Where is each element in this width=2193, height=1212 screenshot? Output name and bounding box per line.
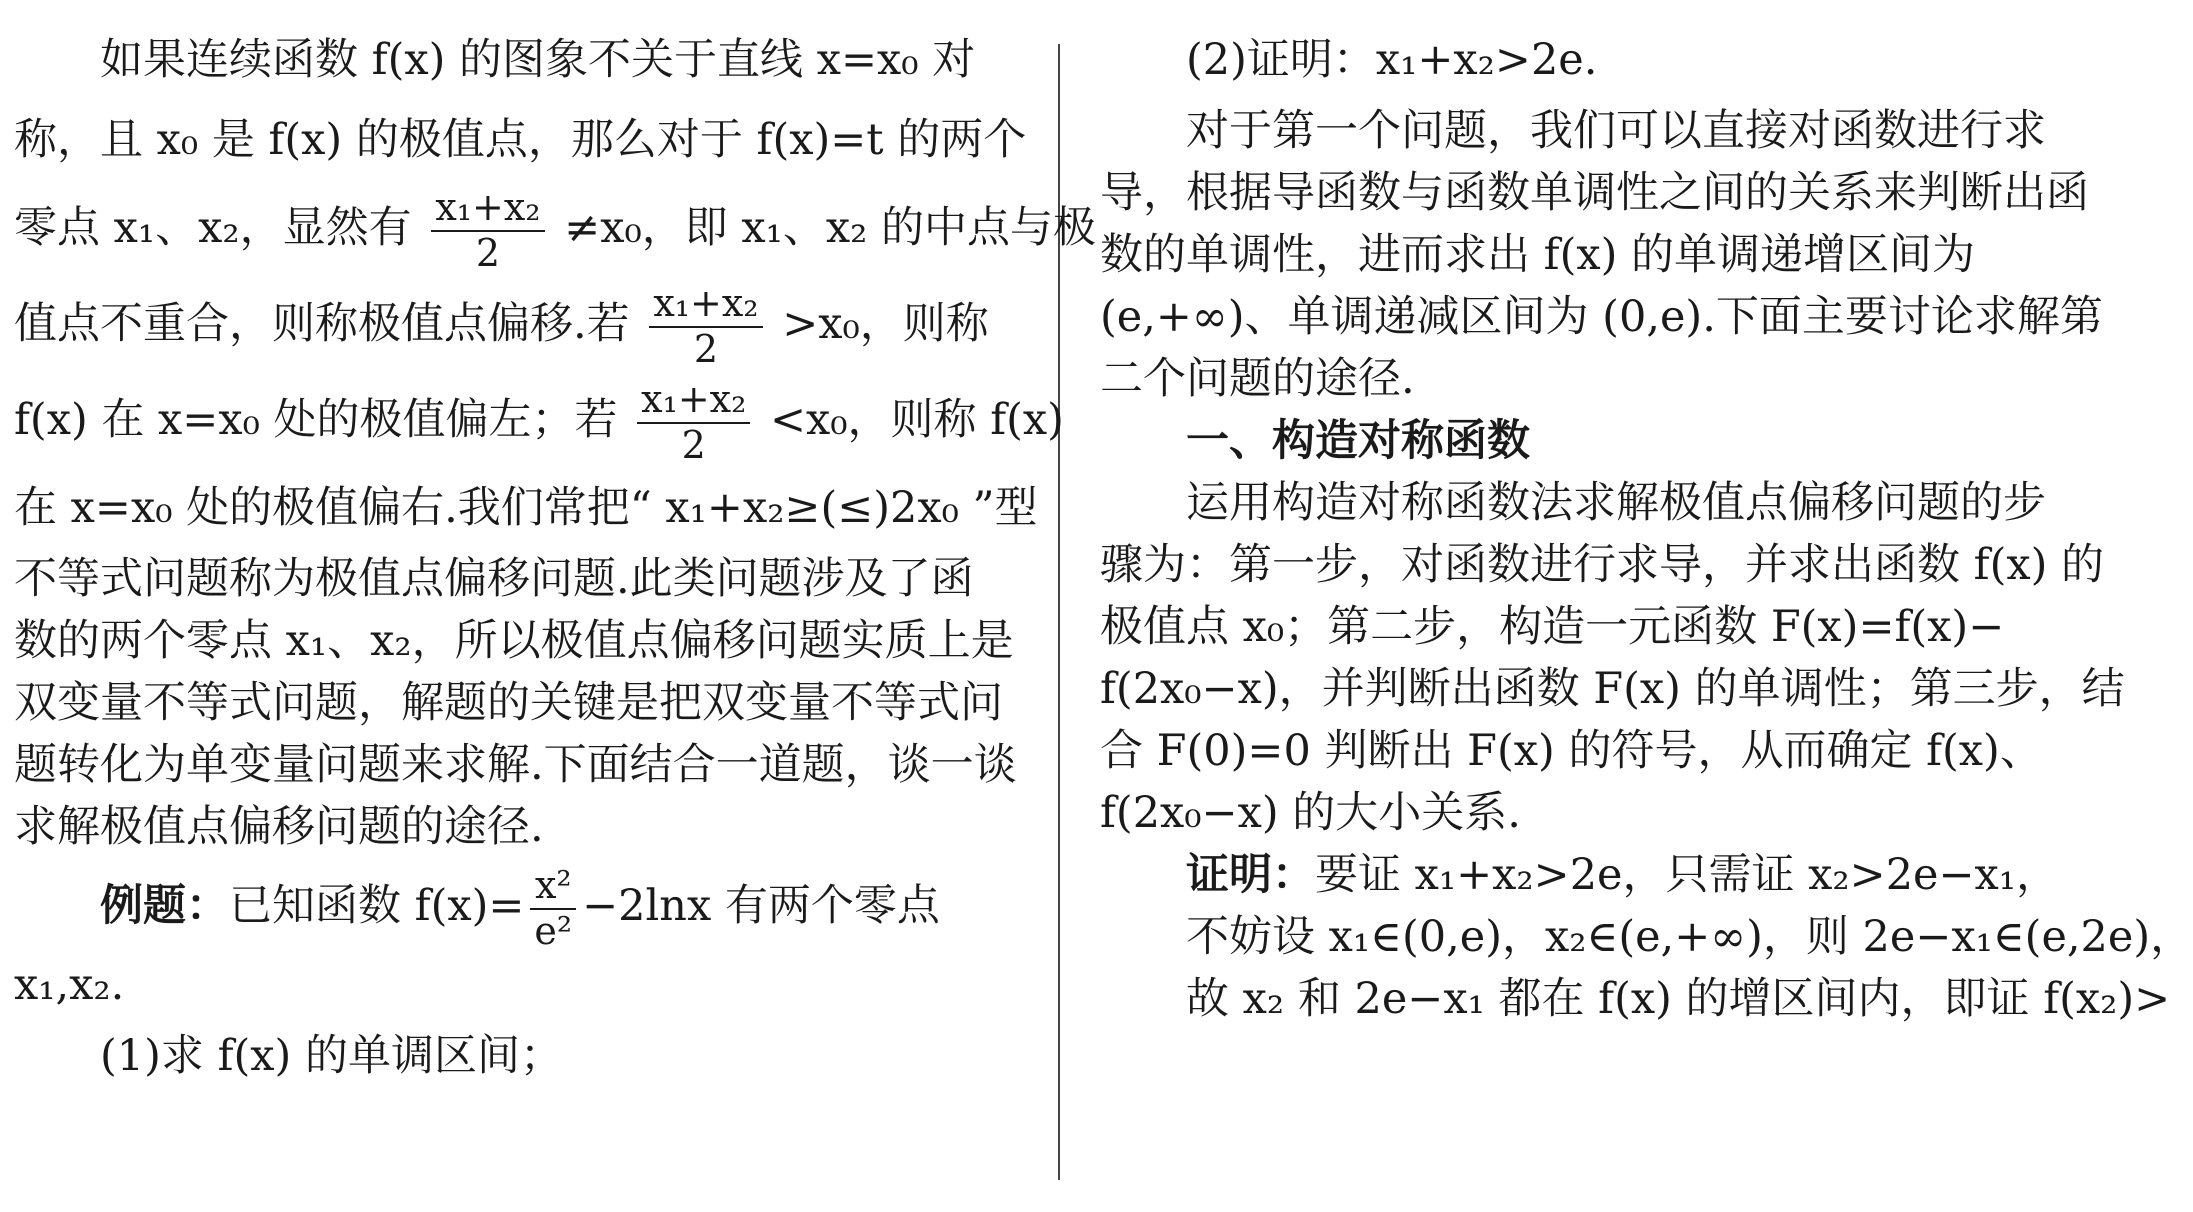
fraction-denominator: e²: [534, 909, 573, 953]
fraction-denominator: 2: [693, 327, 719, 371]
fraction: [637, 378, 750, 467]
paragraph-line: 数的单调性，进而求出 f(x) 的单调递增区间为: [1100, 230, 1976, 280]
paragraph-line: 不等式问题称为极值点偏移问题.此类问题涉及了函: [14, 554, 974, 604]
paragraph-line: 极值点 x₀；第二步，构造一元函数 F(x)=f(x)−: [1100, 602, 2005, 652]
text-span: >x₀，则称: [782, 299, 989, 349]
proof-line: [1100, 844, 2106, 906]
paragraph-line: 求解极值点偏移问题的途径.: [14, 802, 544, 852]
question-line: (2)证明：x₁+x₂>2e.: [1186, 35, 1598, 85]
paragraph-line: f(2x₀−x)，并判断出函数 F(x) 的单调性；第三步，结: [1100, 664, 2125, 714]
paragraph-line: f(2x₀−x) 的大小关系.: [1100, 788, 1521, 838]
paragraph-line: 导，根据导函数与函数单调性之间的关系来判断出函: [1100, 168, 2089, 218]
text-span: f(x) 在 x=x₀ 处的极值偏左；若: [14, 395, 618, 445]
paragraph-line: 运用构造对称函数法求解极值点偏移问题的步: [1186, 478, 2046, 528]
fraction-denominator: 2: [681, 423, 706, 467]
example-line: [14, 858, 1020, 954]
paragraph-line: (e,+∞)、单调递减区间为 (0,e).下面主要讨论求解第: [1100, 292, 2103, 342]
fraction: [649, 282, 762, 371]
paragraph-line: 称，且 x₀ 是 f(x) 的极值点，那么对于 f(x)=t 的两个: [14, 115, 1027, 165]
question-line: (1)求 f(x) 的单调区间；: [100, 1031, 563, 1081]
paragraph-line: 在 x=x₀ 处的极值偏右.我们常把“ x₁+x₂≥(≤)2x₀ ”型: [14, 483, 1038, 533]
text-span: −2lnx 有两个零点: [582, 881, 940, 931]
paragraph-line: 数的两个零点 x₁、x₂，所以极值点偏移问题实质上是: [14, 616, 1014, 666]
paragraph-line: 骤为：第一步，对函数进行求导，并求出函数 f(x) 的: [1100, 540, 2105, 590]
left-column: [14, 20, 1097, 1096]
proof-line: 不妨设 x₁∈(0,e)，x₂∈(e,+∞)，则 2e−x₁∈(e,2e)，: [1186, 912, 2193, 962]
fraction-numerator: x²: [530, 864, 576, 910]
section-heading: 一、构造对称函数: [1186, 416, 1530, 466]
fraction: [530, 864, 576, 953]
fraction-denominator: 2: [475, 231, 500, 275]
example-line: x₁,x₂.: [14, 960, 125, 1010]
paragraph-line: 合 F(0)=0 判断出 F(x) 的符号，从而确定 f(x)、: [1100, 726, 2043, 776]
proof-line: 故 x₂ 和 2e−x₁ 都在 f(x) 的增区间内，即证 f(x₂)>: [1186, 974, 2171, 1024]
text-span: <x₀，则称 f(x): [770, 395, 1064, 445]
fraction-numerator: x₁+x₂: [431, 186, 544, 232]
right-column: [1100, 20, 2193, 1030]
fraction: [431, 186, 544, 275]
text-span: 已知函数 f(x)=: [229, 881, 525, 931]
example-label: 例题：: [100, 881, 229, 931]
text-span: 零点 x₁、x₂，显然有: [14, 203, 412, 253]
paragraph-line: 题转化为单变量问题来求解.下面结合一道题，谈一谈: [14, 740, 1017, 790]
paragraph-line: 双变量不等式问题，解题的关键是把双变量不等式问: [14, 678, 1003, 728]
paragraph-line-with-fraction: [14, 276, 1020, 372]
paragraph-line: 如果连续函数 f(x) 的图象不关于直线 x=x₀ 对: [100, 35, 976, 85]
text-span: 要证 x₁+x₂>2e，只需证 x₂>2e−x₁，: [1315, 850, 2060, 900]
fraction-numerator: x₁+x₂: [649, 282, 762, 328]
proof-label: 证明：: [1186, 850, 1315, 900]
paragraph-line: 对于第一个问题，我们可以直接对函数进行求: [1186, 106, 2046, 156]
text-span: ≠x₀，即 x₁、x₂ 的中点与极: [564, 203, 1097, 253]
fraction-numerator: x₁+x₂: [637, 378, 750, 424]
text-span: 值点不重合，则称极值点偏移.若: [14, 299, 630, 349]
paragraph-line: 二个问题的途径.: [1100, 354, 1415, 404]
paragraph-line-with-fraction: [14, 180, 1097, 276]
paragraph-line-with-fraction: [14, 372, 1064, 468]
